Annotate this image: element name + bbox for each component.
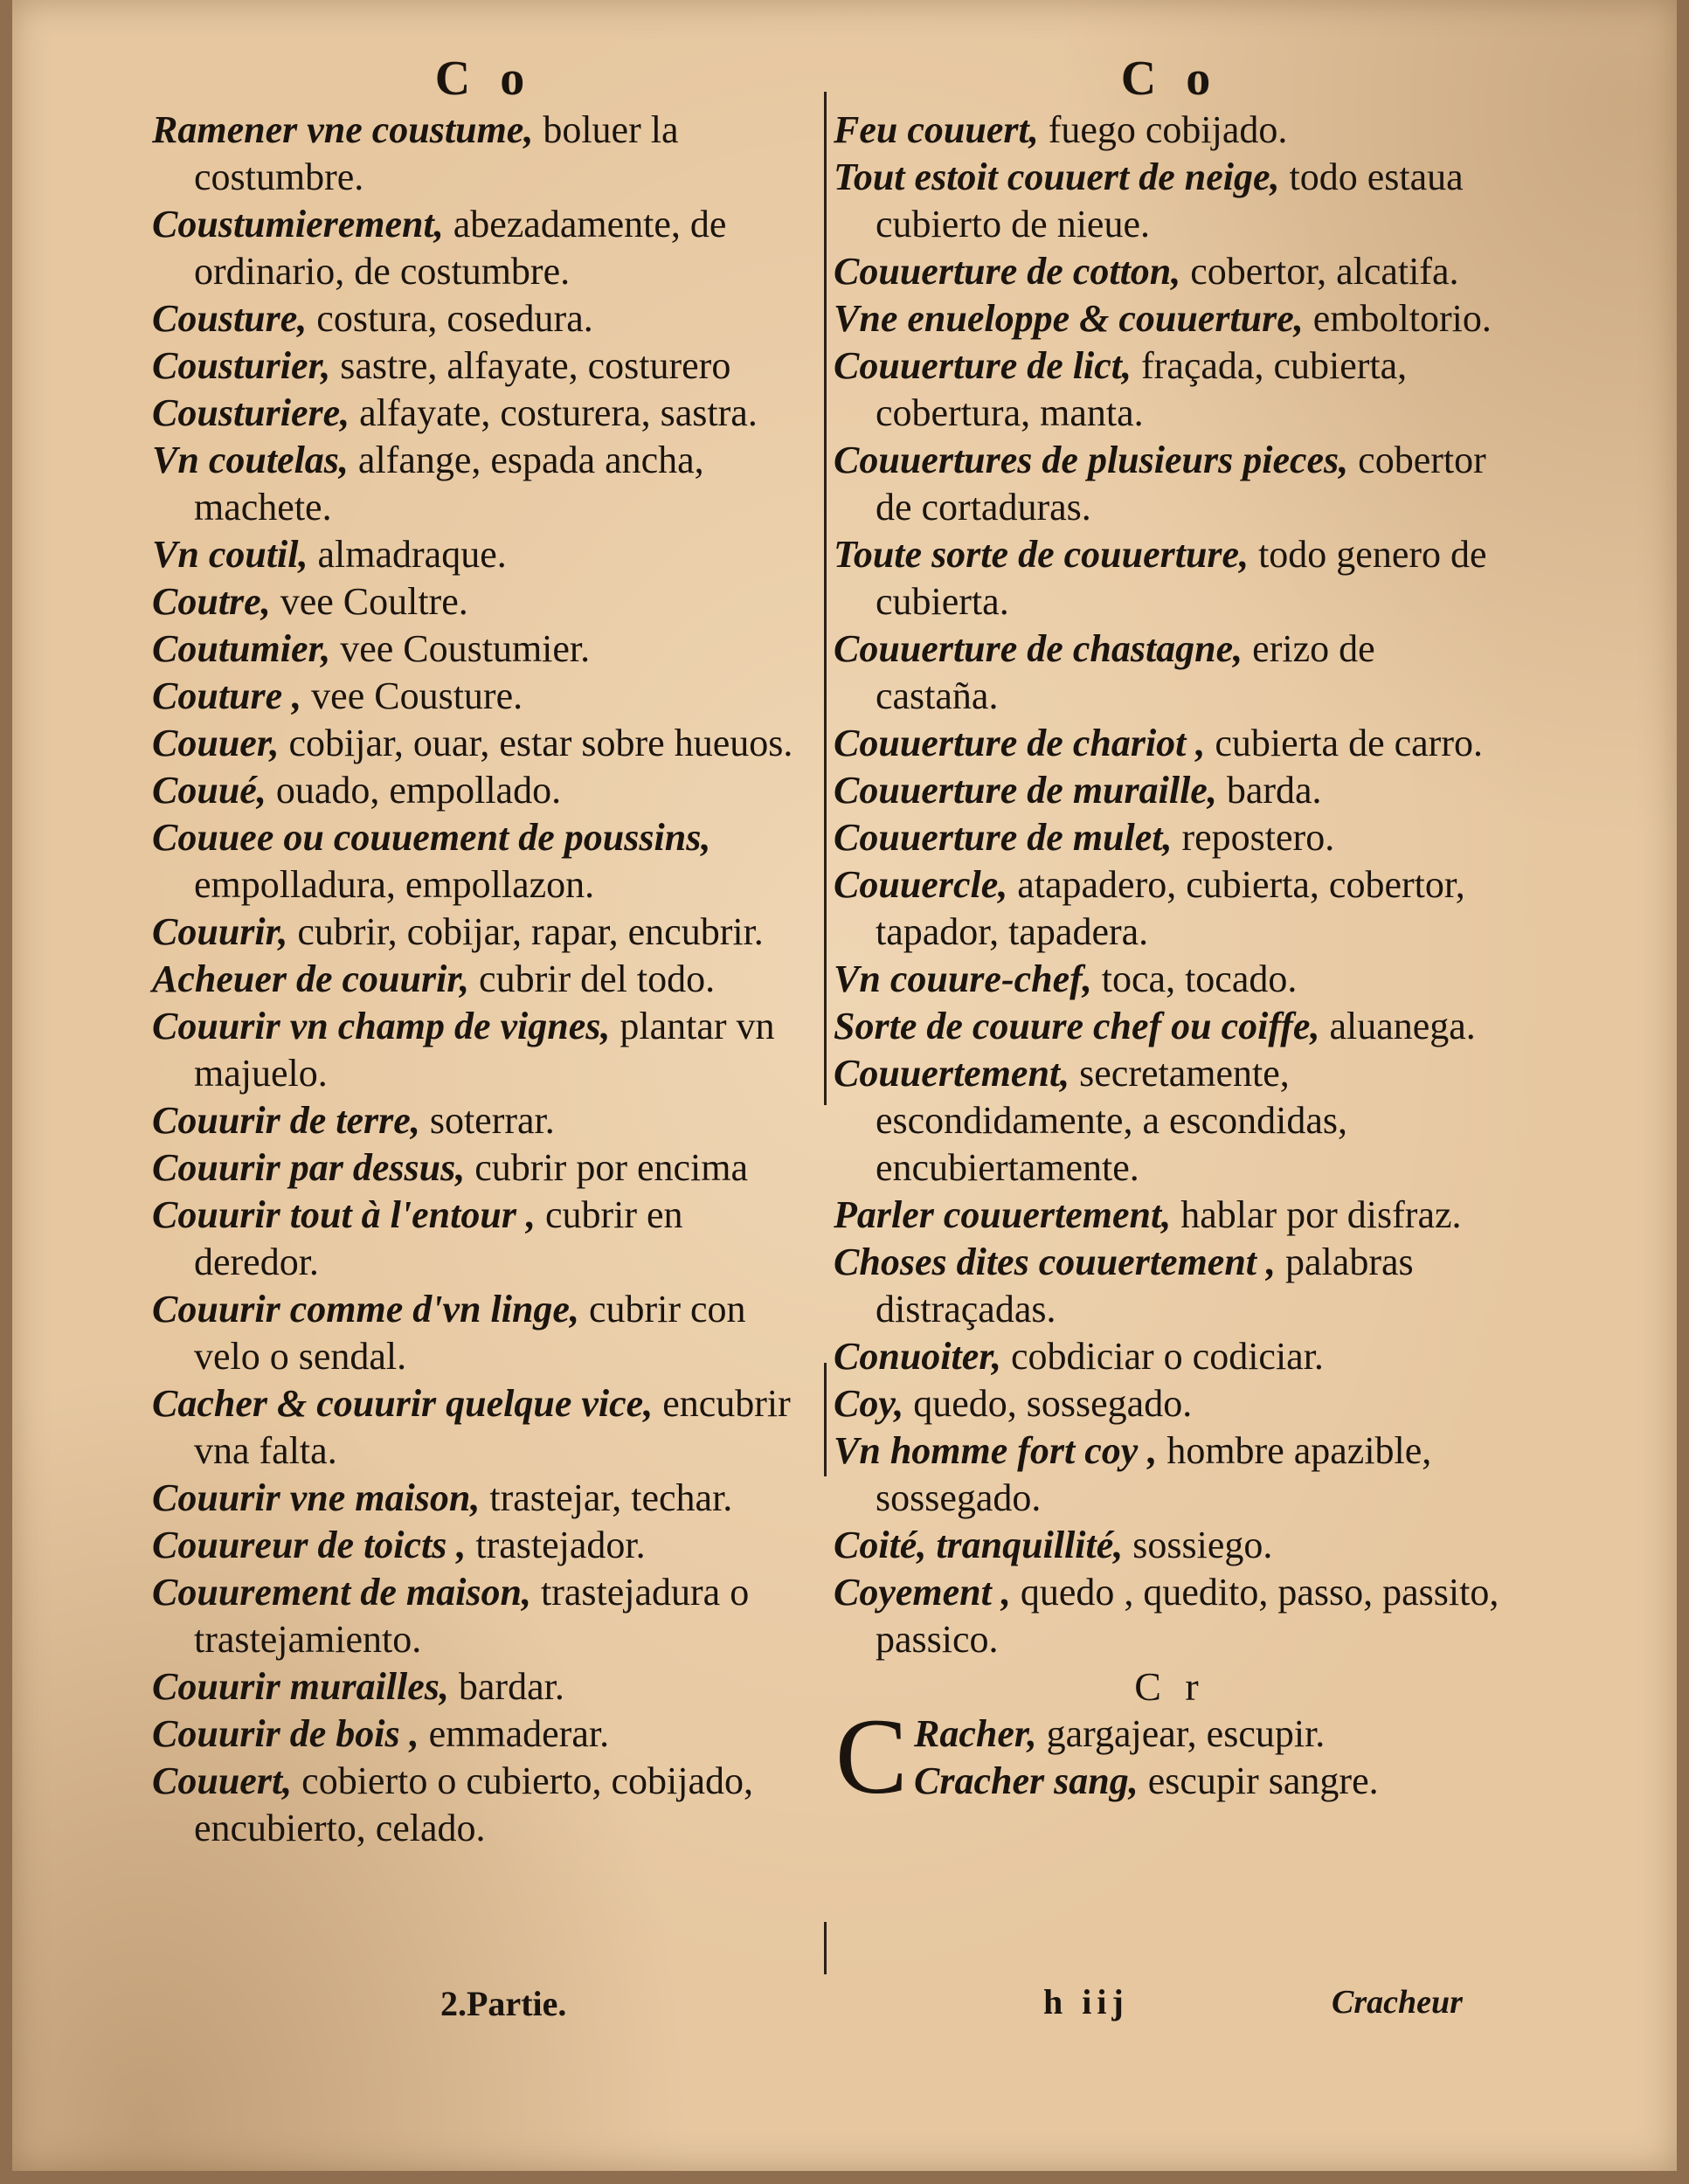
spanish-gloss: todo genero de cubierta. — [876, 533, 1487, 623]
dictionary-entry — [834, 107, 1506, 154]
french-term: Cousturiere, — [152, 391, 350, 434]
dictionary-entry — [152, 1758, 816, 1852]
french-term: Couuerture de chariot , — [834, 722, 1206, 764]
part-footer: 2.Partie. — [440, 1984, 567, 2023]
spanish-gloss: bardar. — [448, 1665, 564, 1708]
spanish-gloss: boluer la costumbre. — [194, 108, 679, 198]
dictionary-entry — [152, 437, 816, 531]
spanish-gloss: sastre, alfayate, costurero — [330, 344, 731, 387]
spanish-gloss: barda. — [1216, 769, 1322, 812]
spanish-gloss: sossiego. — [1123, 1524, 1273, 1566]
spanish-gloss: toca, tocado. — [1091, 957, 1298, 1000]
french-term: Couurir vne maison, — [152, 1476, 481, 1519]
french-term: Feu couuert, — [834, 108, 1039, 151]
dictionary-entry — [152, 1569, 816, 1663]
french-term: Acheuer de couurir, — [152, 957, 470, 1000]
spanish-gloss: encubrir vna falta. — [194, 1382, 791, 1472]
french-term: Couture , — [152, 674, 302, 717]
spanish-gloss: trastejar, techar. — [480, 1476, 733, 1519]
spanish-gloss: fraçada, cubierta, cobertura, manta. — [876, 344, 1408, 434]
dictionary-entry — [914, 1758, 1506, 1805]
spanish-gloss: quedo , quedito, passo, passito, passico. — [876, 1571, 1499, 1661]
spanish-gloss: gargajear, escupir. — [1036, 1712, 1326, 1755]
french-term: Couuertures de plusieurs pieces, — [834, 439, 1349, 481]
dictionary-entry — [152, 625, 816, 673]
french-term: Couurir vn champ de vignes, — [152, 1005, 611, 1047]
dictionary-entry — [834, 1522, 1506, 1569]
french-term: Vn homme fort coy , — [834, 1429, 1158, 1472]
spanish-gloss: cubierta de carro. — [1205, 722, 1483, 764]
dictionary-entry — [834, 248, 1506, 295]
spanish-gloss: cubrir en deredor. — [194, 1193, 683, 1283]
french-term: Toute sorte de couuerture, — [834, 533, 1249, 576]
left-entries — [152, 107, 816, 1852]
dictionary-entry — [834, 1003, 1506, 1050]
dictionary-entry — [152, 107, 816, 201]
column-divider-bottom — [824, 1922, 827, 1974]
dictionary-entry — [834, 1239, 1506, 1333]
french-term: Vn coutelas, — [152, 439, 349, 481]
dictionary-entry — [152, 1380, 816, 1475]
dictionary-entry — [834, 154, 1506, 248]
dictionary-entry — [834, 1569, 1506, 1663]
dictionary-entry — [152, 390, 816, 437]
drop-cap-letter: C — [835, 1697, 908, 1816]
dictionary-entry — [152, 578, 816, 625]
french-term: Coutre, — [152, 580, 271, 623]
spanish-gloss: todo estaua cubierto de nieue. — [876, 156, 1464, 245]
dictionary-entry — [152, 1475, 816, 1522]
french-term: Couurir de terre, — [152, 1099, 420, 1142]
french-term: Coustumierement, — [152, 203, 444, 245]
spanish-gloss: repostero. — [1172, 816, 1335, 859]
french-term: Couuee ou couuement de poussins, — [152, 816, 711, 859]
dictionary-entry — [152, 1663, 816, 1711]
spanish-gloss: hombre apazible, sossegado. — [876, 1429, 1432, 1519]
spanish-gloss: secretamente, escondidamente, a escondidas, encubiertamente. — [876, 1052, 1348, 1189]
spanish-gloss: cubrir, cobijar, rapar, encubrir. — [287, 910, 764, 953]
french-term: Couuerture de muraille, — [834, 769, 1217, 812]
dictionary-entry — [152, 1144, 816, 1192]
dictionary-entry — [834, 1380, 1506, 1427]
drop-cap-entries — [834, 1697, 1506, 1816]
french-term: Couurir tout à l'entour , — [152, 1193, 536, 1236]
column-divider — [824, 92, 827, 1105]
spanish-gloss: escupir sangre. — [1138, 1759, 1379, 1802]
spanish-gloss: quedo, sossegado. — [903, 1382, 1193, 1425]
french-term: Coy, — [834, 1382, 904, 1425]
french-term: Ramener vne coustume, — [152, 108, 534, 151]
dictionary-entry — [152, 201, 816, 295]
section-heading-cr: C r — [1134, 1664, 1206, 1709]
dictionary-entry — [152, 767, 816, 814]
dictionary-entry — [834, 1427, 1506, 1522]
dictionary-entry — [834, 531, 1506, 625]
french-term: Tout estoit couuert de neige, — [834, 156, 1280, 198]
french-term: Couuerture de cotton, — [834, 250, 1181, 293]
spanish-gloss: cubrir por encima — [465, 1146, 749, 1189]
right-column-header: C o — [1120, 52, 1220, 106]
spanish-gloss: fuego cobijado. — [1038, 108, 1288, 151]
dictionary-entry — [152, 531, 816, 578]
spanish-gloss: cobdiciar o codiciar. — [1000, 1335, 1324, 1378]
dictionary-entry — [834, 767, 1506, 814]
spanish-gloss: palabras distraçadas. — [876, 1241, 1414, 1330]
dictionary-entry — [834, 1050, 1506, 1192]
catchword: Cracheur — [1332, 1984, 1463, 2021]
french-term: Couuercle, — [834, 863, 1008, 906]
signature-mark: h iij — [1043, 1982, 1129, 2022]
french-term: Conuoiter, — [834, 1335, 1001, 1378]
french-term: Couuertement, — [834, 1052, 1070, 1095]
right-entries — [834, 107, 1506, 1663]
dictionary-entry — [152, 909, 816, 956]
spanish-gloss: vee Coultre. — [270, 580, 468, 623]
french-term: Couué, — [152, 769, 267, 812]
dictionary-entry — [834, 625, 1506, 720]
spanish-gloss: alfayate, costurera, sastra. — [350, 391, 758, 434]
french-term: Racher, — [914, 1712, 1037, 1755]
spanish-gloss: trastejadura o trastejamiento. — [194, 1571, 750, 1661]
spanish-gloss: almadraque. — [308, 533, 507, 576]
spanish-gloss: trastejador. — [466, 1524, 646, 1566]
dictionary-entry — [834, 956, 1506, 1003]
dictionary-entry — [834, 814, 1506, 861]
spanish-gloss: atapadero, cubierta, cobertor, tapador, tapadera. — [876, 863, 1465, 953]
spanish-gloss: vee Cousture. — [301, 674, 523, 717]
french-term: Couuert, — [152, 1759, 293, 1802]
dictionary-entry — [834, 437, 1506, 531]
french-term: Cousturier, — [152, 344, 331, 387]
dictionary-entry — [834, 861, 1506, 956]
dictionary-entry — [152, 295, 816, 342]
french-term: Couuerture de chastagne, — [834, 627, 1243, 670]
spanish-gloss: aluanega. — [1319, 1005, 1476, 1047]
french-term: Vn coutil, — [152, 533, 308, 576]
dictionary-entry — [152, 673, 816, 720]
dictionary-entry — [152, 1097, 816, 1144]
spanish-gloss: empolladura, empollazon. — [194, 863, 595, 906]
dictionary-entry — [152, 1286, 816, 1380]
french-term: Couurement de maison, — [152, 1571, 531, 1614]
french-term: Couureur de toicts , — [152, 1524, 467, 1566]
dictionary-entry — [152, 1711, 816, 1758]
dictionary-entry — [834, 342, 1506, 437]
spanish-gloss: cobierto o cubierto, cobijado, encubierto, celado. — [194, 1759, 753, 1849]
french-term: Couurir comme d'vn linge, — [152, 1288, 579, 1330]
dictionary-entry — [152, 720, 816, 767]
spanish-gloss: cubrir con velo o sendal. — [194, 1288, 746, 1378]
spanish-gloss: abezadamente, de ordinario, de costumbre. — [194, 203, 727, 293]
right-column — [834, 52, 1506, 1816]
spanish-gloss: emmaderar. — [419, 1712, 610, 1755]
book-page — [12, 0, 1677, 2171]
spanish-gloss: vee Coustumier. — [330, 627, 591, 670]
french-term: Couurir par dessus, — [152, 1146, 466, 1189]
french-term: Vne enueloppe & couuerture, — [834, 297, 1304, 340]
spanish-gloss: hablar por disfraz. — [1171, 1193, 1462, 1236]
dictionary-entry — [152, 1192, 816, 1286]
column-divider-lower — [824, 1363, 827, 1476]
dictionary-entry — [914, 1711, 1506, 1758]
french-term: Vn couure-chef, — [834, 957, 1092, 1000]
french-term: Couurir, — [152, 910, 288, 953]
dictionary-entry — [152, 814, 816, 909]
french-term: Choses dites couuertement , — [834, 1241, 1277, 1283]
spanish-gloss: cobijar, ouar, estar sobre hueuos. — [279, 722, 793, 764]
dictionary-entry — [152, 956, 816, 1003]
dictionary-entry — [834, 720, 1506, 767]
dictionary-entry — [834, 1333, 1506, 1380]
spanish-gloss: alfange, espada ancha, machete. — [194, 439, 704, 529]
french-term: Coyement , — [834, 1571, 1011, 1614]
french-term: Couurir de bois , — [152, 1712, 419, 1755]
spanish-gloss: costura, cosedura. — [307, 297, 593, 340]
french-term: Cousture, — [152, 297, 308, 340]
french-term: Coité, tranquillité, — [834, 1524, 1124, 1566]
french-term: Couuerture de lict, — [834, 344, 1132, 387]
spanish-gloss: plantar vn majuelo. — [194, 1005, 775, 1095]
dictionary-entry — [834, 1192, 1506, 1239]
spanish-gloss: erizo de castaña. — [876, 627, 1375, 717]
spanish-gloss: ouado, empollado. — [266, 769, 562, 812]
spanish-gloss: cobertor, alcatifa. — [1180, 250, 1459, 293]
french-term: Cacher & couurir quelque vice, — [152, 1382, 654, 1425]
dictionary-entry — [152, 342, 816, 390]
french-term: Couuer, — [152, 722, 280, 764]
spanish-gloss: cobertor de cortaduras. — [876, 439, 1486, 529]
dictionary-entry — [834, 295, 1506, 342]
left-column — [152, 52, 816, 1852]
spanish-gloss: soterrar. — [419, 1099, 555, 1142]
french-term: Couurir murailles, — [152, 1665, 449, 1708]
spanish-gloss: emboltorio. — [1303, 297, 1492, 340]
french-term: Couuerture de mulet, — [834, 816, 1173, 859]
french-term: Coutumier, — [152, 627, 331, 670]
french-term: Cracher sang, — [914, 1759, 1139, 1802]
spanish-gloss: cubrir del todo. — [469, 957, 716, 1000]
french-term: Parler couuertement, — [834, 1193, 1172, 1236]
dictionary-entry — [152, 1003, 816, 1097]
dictionary-entry — [152, 1522, 816, 1569]
french-term: Sorte de couure chef ou coiffe, — [834, 1005, 1320, 1047]
left-column-header: C o — [434, 52, 534, 106]
